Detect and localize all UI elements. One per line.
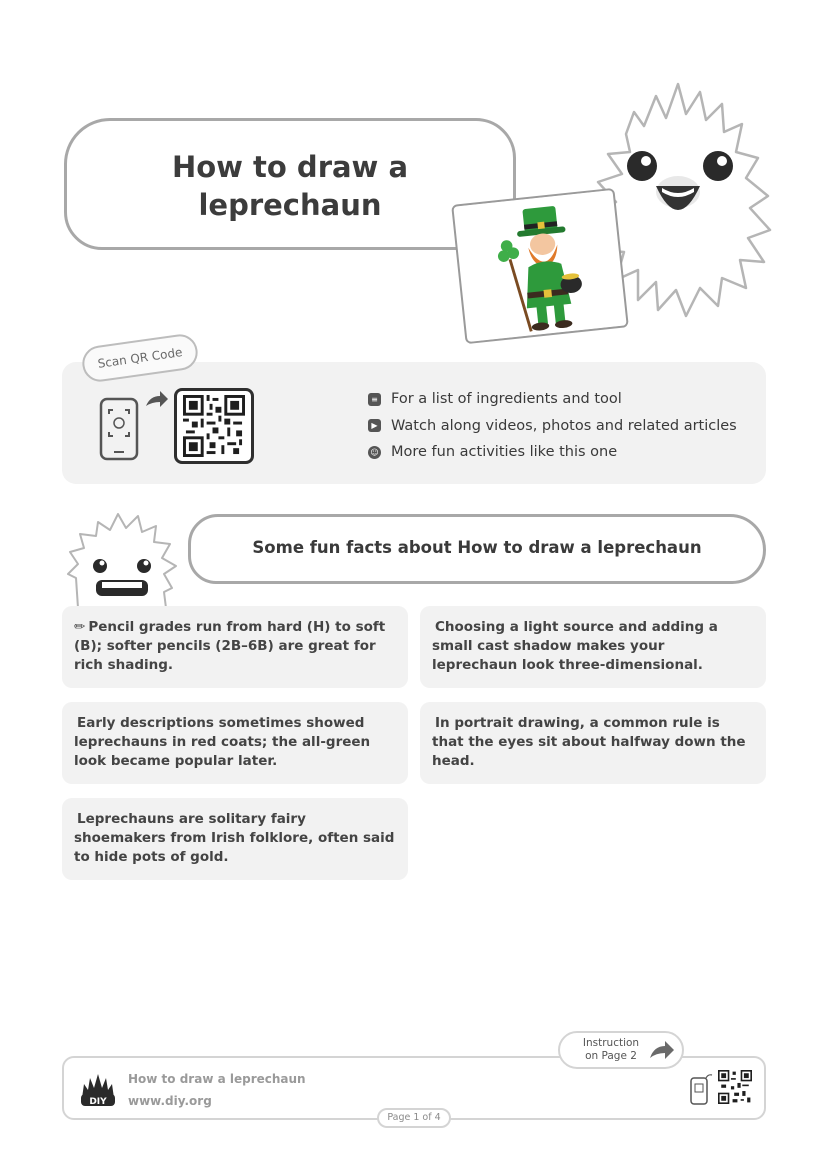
fact-text: Leprechauns are solitary fairy shoemakers from Irish folklore, often said to hide pots of gold. xyxy=(74,811,395,865)
arrow-right-icon[interactable] xyxy=(648,1038,676,1062)
title-line-2: leprechaun xyxy=(198,188,382,222)
leprechaun-image xyxy=(451,188,629,344)
title-line-1: How to draw a xyxy=(171,150,409,184)
fact-text: Early descriptions sometimes showed leprechauns in red coats; the all-green look became popular later. xyxy=(74,715,371,769)
qr-item-videos xyxy=(368,413,737,440)
qr-code-icon xyxy=(181,395,247,457)
fact-card xyxy=(62,702,408,784)
smile-icon: ☺ xyxy=(368,446,381,459)
qr-item-text: Watch along videos, photos and related articles xyxy=(391,417,737,434)
scan-qr-label: Scan QR Code xyxy=(80,332,200,384)
footer-qr-code-icon[interactable] xyxy=(718,1070,752,1104)
instruction-line-2: on Page 2 xyxy=(585,1050,637,1062)
list-icon: ≡ xyxy=(368,393,381,406)
fact-card xyxy=(420,606,766,688)
page-indicator: Page 1 of 4 xyxy=(377,1108,451,1128)
fact-text: Choosing a light source and adding a small cast shadow makes your leprechaun look three-dimensional. xyxy=(432,619,718,673)
instruction-line-1: Instruction xyxy=(582,1037,640,1049)
fact-text: Pencil grades run from hard (H) to soft (B); softer pencils (2B–6B) are great for rich shading. xyxy=(74,619,386,673)
footer-title: How to draw a leprechaun xyxy=(128,1072,306,1086)
fact-card xyxy=(62,798,408,880)
qr-item-ingredients xyxy=(368,386,737,413)
play-icon: ▶ xyxy=(368,419,381,432)
pencil-icon: ✏ xyxy=(74,619,86,635)
diy-logo-icon xyxy=(76,1068,120,1112)
qr-item-text: More fun activities like this one xyxy=(391,444,618,461)
fact-text: In portrait drawing, a common rule is that the eyes sit about halfway down the head. xyxy=(432,715,746,769)
arrow-right-icon xyxy=(144,388,170,410)
page-title xyxy=(64,148,516,224)
qr-item-text: For a list of ingredients and tool xyxy=(391,391,622,408)
footer-url[interactable]: www.diy.org xyxy=(128,1094,212,1108)
logo-text: DIY xyxy=(89,1097,107,1107)
yeti-small-icon xyxy=(66,508,178,608)
phone-scan-icon xyxy=(98,396,140,462)
qr-item-activities xyxy=(368,439,737,466)
fact-card xyxy=(420,702,766,784)
fact-card xyxy=(62,606,408,688)
qr-code[interactable] xyxy=(174,388,254,464)
leprechaun-icon xyxy=(453,190,626,342)
qr-benefits-list xyxy=(368,386,737,466)
facts-title: Some fun facts about How to draw a leprechaun xyxy=(252,538,702,557)
instruction-label xyxy=(574,1037,648,1063)
phone-scan-icon xyxy=(688,1072,714,1106)
